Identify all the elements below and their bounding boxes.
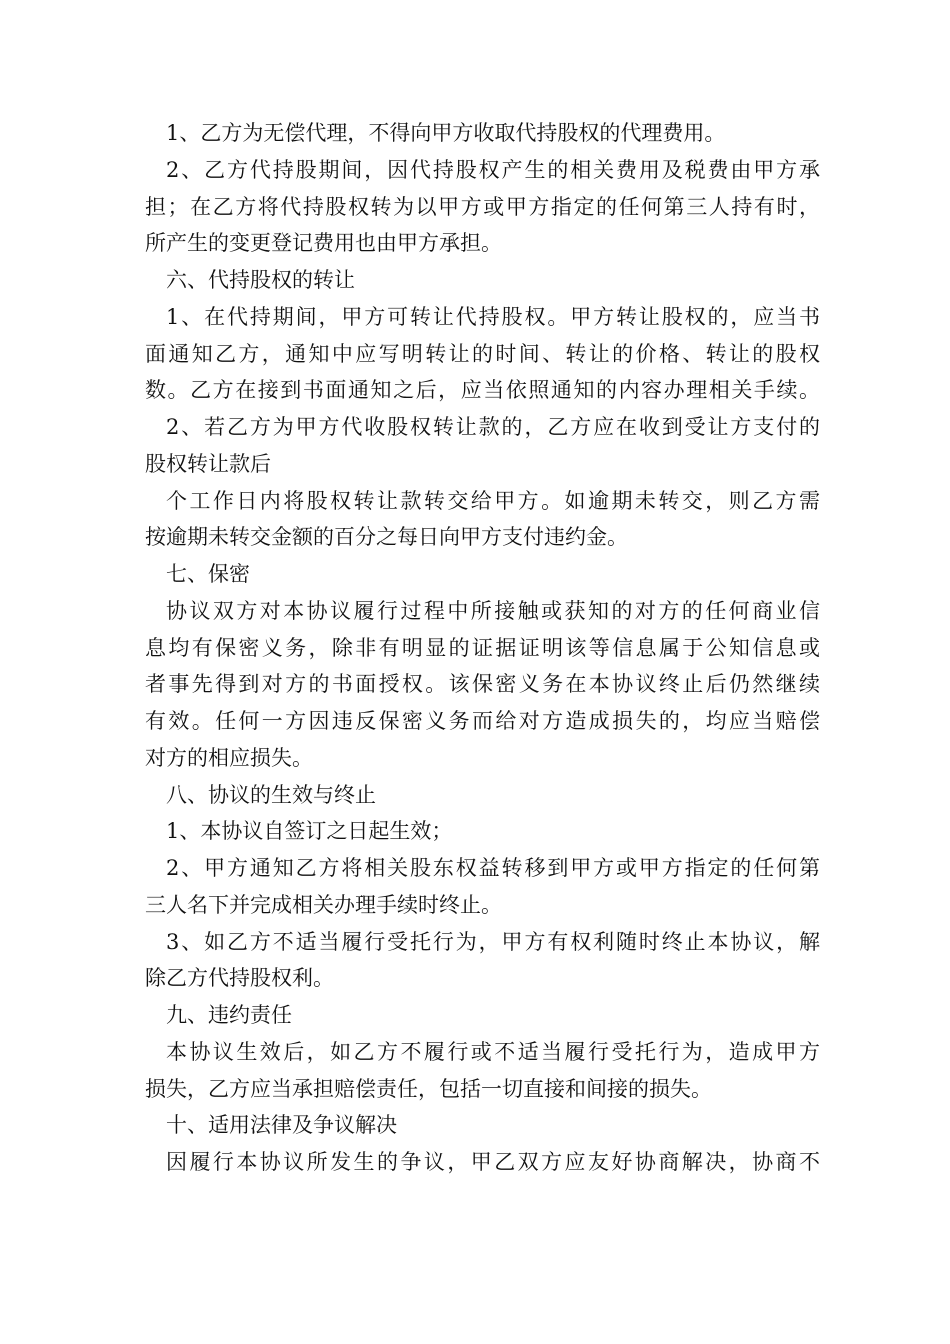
paragraph-line: 面通知乙方，通知中应写明转让的时间、转让的价格、转让的股权: [145, 341, 820, 366]
paragraph-line: 数。乙方在接到书面通知之后，应当依照通知的内容办理相关手续。: [145, 378, 820, 403]
paragraph-line: 2、乙方代持股期间，因代持股权产生的相关费用及税费由甲方承: [166, 157, 820, 182]
paragraph-line: 1、乙方为无偿代理，不得向甲方收取代持股权的代理费用。: [166, 121, 726, 145]
paragraph-line: 2、甲方通知乙方将相关股东权益转移到甲方或甲方指定的任何第: [166, 856, 820, 880]
section-heading: 九、违约责任: [166, 1003, 292, 1027]
paragraph-line: 对方的相应损失。: [145, 745, 313, 770]
paragraph-line: 按逾期未转交金额的百分之每日向甲方支付违约金。: [145, 525, 628, 550]
paragraph-line: 担；在乙方将代持股权转为以甲方或甲方指定的任何第三人持有时，: [145, 194, 820, 219]
section-heading: 六、代持股权的转让: [166, 268, 355, 292]
section-heading: 七、保密: [166, 562, 250, 586]
section-heading: 十、适用法律及争议解决: [166, 1113, 397, 1138]
paragraph-line: 有效。任何一方因违反保密义务而给对方造成损失的，均应当赔偿: [145, 709, 820, 733]
paragraph-line: 因履行本协议所发生的争议，甲乙双方应友好协商解决，协商不: [166, 1150, 820, 1174]
paragraph-line: 损失，乙方应当承担赔偿责任，包括一切直接和间接的损失。: [145, 1076, 712, 1101]
paragraph-line: 3、如乙方不适当履行受托行为，甲方有权利随时终止本协议，解: [166, 929, 820, 954]
paragraph-line: 2、若乙方为甲方代收股权转让款的，乙方应在收到受让方支付的: [166, 415, 820, 439]
paragraph-line: 除乙方代持股权利。: [145, 966, 334, 991]
paragraph-line: 1、在代持期间，甲方可转让代持股权。甲方转让股权的，应当书: [166, 304, 820, 329]
document-body: [145, 115, 820, 1181]
paragraph-line: 1、本协议自签订之日起生效；: [166, 819, 453, 844]
paragraph-line: 本协议生效后，如乙方不履行或不适当履行受托行为，造成甲方: [166, 1039, 820, 1064]
paragraph-line: 息均有保密义务，除非有明显的证据证明该等信息属于公知信息或: [145, 635, 820, 660]
paragraph-line: 所产生的变更登记费用也由甲方承担。: [145, 231, 502, 256]
paragraph-line: 协议双方对本协议履行过程中所接触或获知的对方的任何商业信: [166, 598, 820, 623]
paragraph-line: 三人名下并完成相关办理手续时终止。: [145, 892, 502, 917]
paragraph-line: 个工作日内将股权转让款转交给甲方。如逾期未转交，则乙方需: [166, 488, 820, 513]
paragraph-line: 股权转让款后: [145, 451, 271, 476]
section-heading: 八、协议的生效与终止: [166, 782, 376, 807]
paragraph-line: 者事先得到对方的书面授权。该保密义务在本协议终止后仍然继续: [145, 672, 820, 697]
